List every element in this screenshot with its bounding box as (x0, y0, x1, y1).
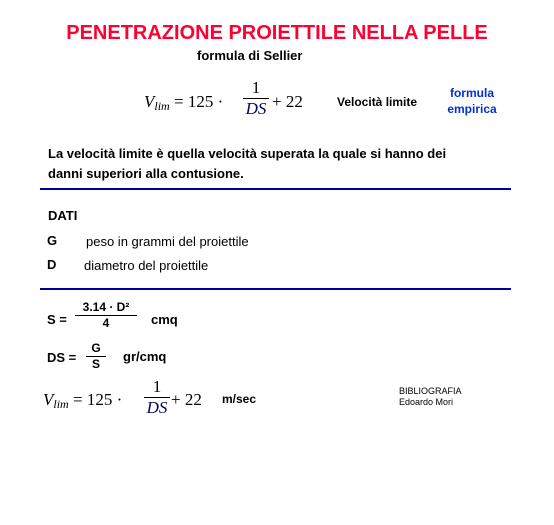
formula-top-den: DS (245, 99, 267, 118)
ds-formula-num: G (91, 341, 101, 355)
formula-bottom (43, 390, 122, 412)
formula-bottom-lhs: V (43, 390, 54, 409)
s-formula-unit: cmq (151, 312, 178, 327)
ds-formula-unit: gr/cmq (123, 349, 167, 364)
formula-bottom-lhs-sub: lim (53, 397, 69, 411)
definition-line1: La velocità limite è quella velocità superata la quale si hanno dei (48, 146, 447, 161)
formula-top-lhs-sub: lim (154, 99, 170, 113)
velocita-limite-label: Velocità limite (337, 95, 418, 109)
title-highlight: NELLA PELLE (351, 22, 488, 44)
ds-formula-den: S (91, 357, 100, 371)
divider-top (40, 188, 511, 190)
formula-top-equals: = 125 · (173, 92, 224, 111)
title-main: PENETRAZIONE PROIETTILE (66, 22, 347, 44)
page-title (0, 22, 554, 45)
formula-bottom-den: DS (146, 398, 168, 417)
formula-bottom-unit: m/sec (222, 392, 257, 406)
s-formula-lhs: S = (47, 312, 67, 327)
dati-row-d-key: D (47, 257, 57, 272)
formula-bottom-tail: + 22 (171, 390, 202, 409)
dati-header: DATI (48, 208, 78, 223)
definition-paragraph (48, 144, 446, 184)
formula-top-num: 1 (251, 78, 261, 97)
dati-row-g-key: G (47, 233, 58, 248)
divider-bottom (40, 288, 511, 290)
formula-top-fraction (243, 78, 269, 119)
formula-empirica-line1: formula (449, 86, 494, 100)
formula-top-tail: + 22 (272, 92, 303, 111)
dati-row-g-desc: peso in grammi del proiettile (86, 234, 249, 249)
s-formula-den: 4 (102, 316, 110, 330)
formula-top-lhs: V (144, 92, 155, 111)
definition-line2: danni superiori alla contusione. (48, 166, 244, 181)
formula-bottom-equals: = 125 · (72, 390, 123, 409)
s-formula-num: 3.14 · D² (82, 300, 130, 314)
formula-empirica-label (440, 85, 504, 117)
bibliografia-label: BIBLIOGRAFIA (399, 386, 462, 396)
formula-top (144, 92, 223, 114)
ds-formula-lhs: DS = (47, 350, 77, 365)
formula-empirica-line2: empirica (447, 102, 497, 116)
ds-formula-fraction (86, 341, 106, 372)
subtitle: formula di Sellier (197, 48, 303, 63)
s-formula-fraction (75, 300, 137, 331)
bibliografia-author: Edoardo Mori (399, 397, 454, 407)
bibliografia (399, 386, 462, 408)
formula-bottom-num: 1 (152, 377, 162, 396)
dati-row-d-desc: diametro del proiettile (84, 258, 209, 273)
formula-bottom-fraction (144, 377, 170, 418)
